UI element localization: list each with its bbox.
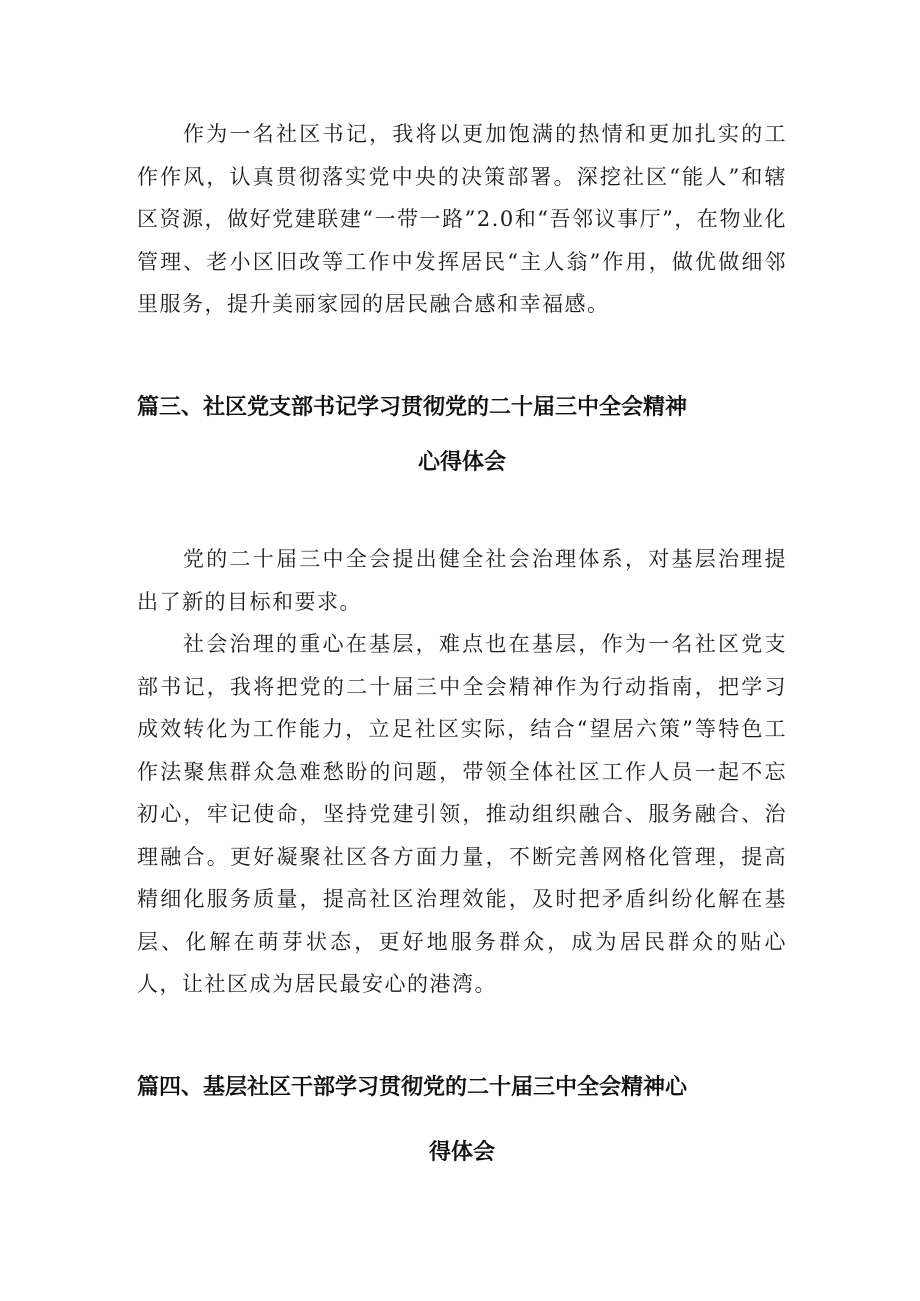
section-3-title-line-2: 心得体会 bbox=[417, 450, 506, 475]
paragraph-community-secretary: 作为一名社区书记，我将以更加饱满的热情和更加扎实的工作作风，认真贯彻落实党中央的决策部署。深挖社区“能人”和辖区资源，做好党建联建“一带一路”2.0和“吾邻议事厅”，在物业化管理、老小区旧改等工作中发挥居民“主人翁”作用，做优做细邻里服务，提升美丽家园的居民融合感和幸福感。 bbox=[137, 122, 787, 316]
section-4-title-line-2: 得体会 bbox=[428, 1140, 495, 1165]
section-3-paragraph-1: 党的二十届三中全会提出健全社会治理体系，对基层治理提出了新的目标和要求。 bbox=[137, 547, 787, 614]
section-4-title-line-1: 篇四、基层社区干部学习贯彻党的二十届三中全会精神心 bbox=[137, 1075, 688, 1100]
section-3-title-line-1: 篇三、社区党支部书记学习贯彻党的二十届三中全会精神 bbox=[137, 395, 688, 420]
section-3-paragraph-2: 社会治理的重心在基层，难点也在基层，作为一名社区党支部书记，我将把党的二十届三中全会精神作为行动指南，把学习成效转化为工作能力，立足社区实际，结合“望居六策”等特色工作法聚焦群众急难愁盼的问题，带领全体社区工作人员一起不忘初心，牢记使命，坚持党建引领，推动组织融合、服务融合、治理融合。更好凝聚社区各方面力量，不断完善网格化管理，提高精细化服务质量，提高社区治理效能，及时把矛盾纠纷化解在基层、化解在萌芽状态，更好地服务群众，成为居民群众的贴心人，让社区成为居民最安心的港湾。 bbox=[137, 632, 787, 996]
